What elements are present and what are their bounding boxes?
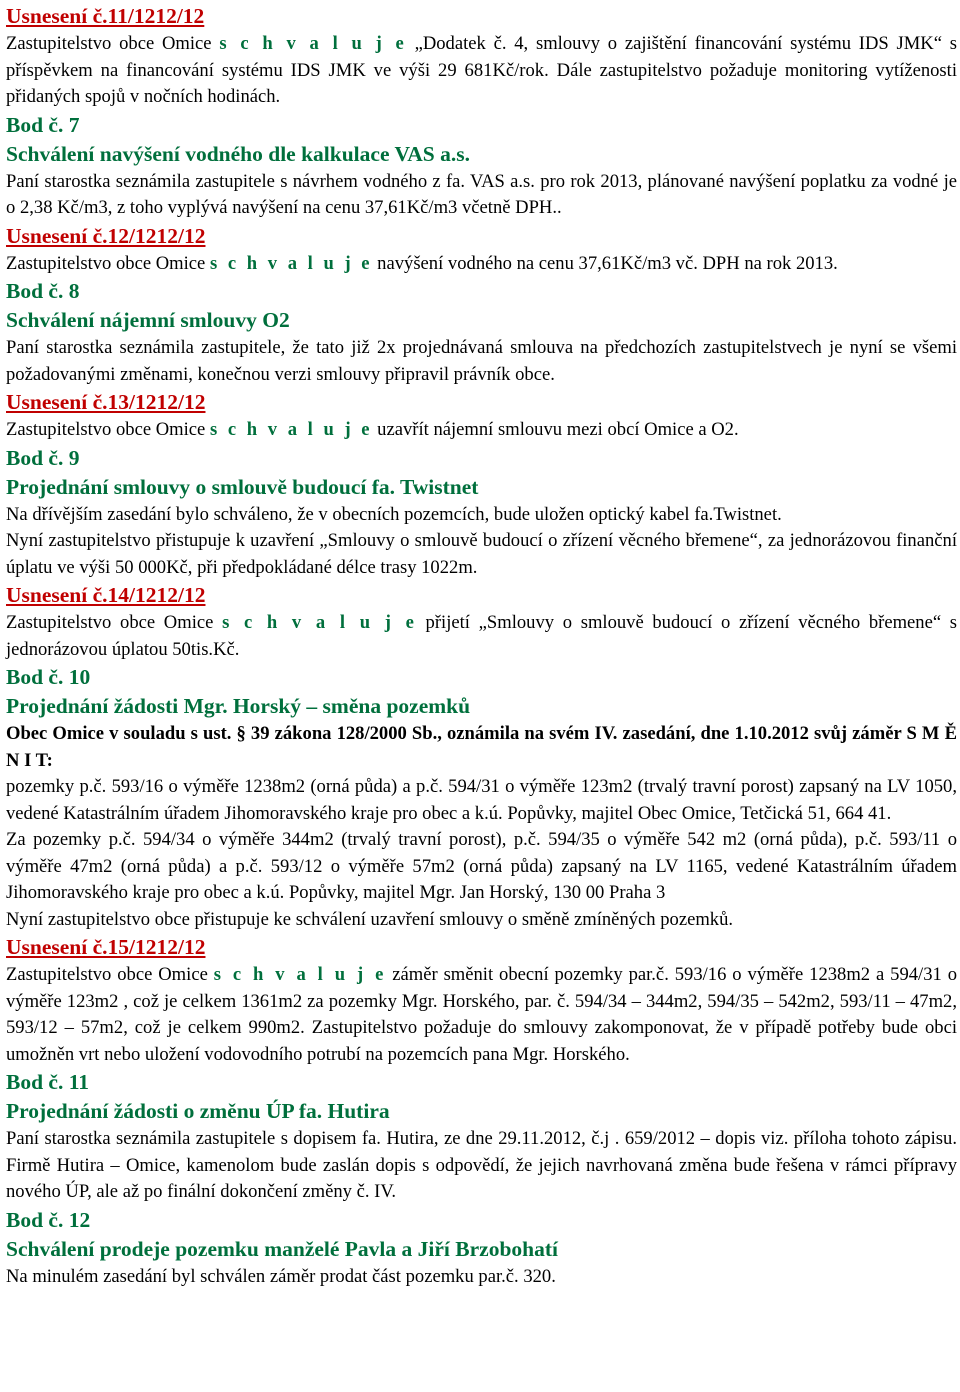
resolution-verb: s c h v a l u j e bbox=[222, 612, 417, 633]
item-heading: Projednání žádosti Mgr. Horský – směna pozemků bbox=[6, 694, 471, 718]
item-heading: Projednání smlouvy o smlouvě budoucí fa. Twistnet bbox=[6, 474, 479, 499]
item-number: Bod č. 11 bbox=[6, 1070, 90, 1094]
resolution-text bbox=[6, 610, 957, 663]
item-text: Nyní zastupitelstvo obce přistupuje ke schválení uzavření smlouvy o směně zmíněných pozemků. bbox=[6, 908, 734, 930]
item-number: Bod č. 9 bbox=[6, 445, 80, 470]
item-bold-intro: Obec Omice v souladu s ust. § 39 zákona 128/2000 Sb., oznámila na svém IV. zasedání, dne 1.10.2012 svůj záměr S M Ě N I T: bbox=[6, 723, 957, 771]
resolution-body: záměr směnit obecní pozemky par.č. 593/16 o výměře 1238m2 a 594/31 o výměře 123m2 , což je celkem 1361m2 za pozemky Mgr. Horského, par. č. 594/34 – 344m2, 594/35 – 542m2, 593/11 – 47m2, 593/12 – 57m2, což je celkem 990m2. Zastupitelstvo požaduje do smlouvy zakomponovat, že v případě potřeby bude obci umožněn vrt nebo uložení vodovodního potrubí na pozemcích pana Mgr. Horského. bbox=[6, 964, 958, 1065]
resolution-title: Usnesení č.13/1212/12 bbox=[6, 390, 206, 414]
item-heading: Schválení nájemní smlouvy O2 bbox=[6, 308, 290, 332]
item-text: Paní starostka seznámila zastupitele s návrhem vodného z fa. VAS a.s. pro rok 2013, plánované navýšení poplatku za vodné je o 2,38 Kč/m3, z toho vyplývá navýšení na cenu 37,61Kč/m3 včetně DPH.. bbox=[6, 170, 957, 218]
resolution-body: navýšení vodného na cenu 37,61Kč/m3 vč. DPH na rok 2013. bbox=[372, 252, 838, 274]
resolution-text bbox=[6, 31, 957, 111]
resolution-lead: Zastupitelstvo obce Omice bbox=[6, 33, 220, 54]
resolution-lead: Zastupitelstvo obce Omice bbox=[6, 252, 210, 274]
resolution-body: přijetí „Smlouvy o smlouvě budoucí o zřízení věcného břemene“ s jednorázovou úplatou 50tis.Kč. bbox=[6, 612, 958, 660]
item-number: Bod č. 8 bbox=[6, 279, 80, 303]
resolution-body: uzavřít nájemní smlouvu mezi obcí Omice a O2. bbox=[372, 419, 739, 440]
resolution-lead: Zastupitelstvo obce Omice bbox=[6, 419, 210, 440]
item-text: Paní starostka seznámila zastupitele, že tato již 2x projednávaná smlouva na předchozích zastupitelstvech je nyní se všemi požadovanými změnami, konečnou verzi smlouvy připravil právník obce. bbox=[6, 337, 957, 385]
item-number: Bod č. 12 bbox=[6, 1207, 91, 1232]
resolution-body: „Dodatek č. 4, smlouvy o zajištění financování systému IDS JMK“ s příspěvkem na financování systému IDS JMK ve výši 29 681Kč/rok. Dále zastupitelstvo požaduje monitoring vytíženosti přidaných spojů v nočních hodinách. bbox=[6, 33, 957, 107]
resolution-title: Usnesení č.12/1212/12 bbox=[6, 223, 206, 248]
resolution-verb: s c h v a l u j e bbox=[209, 419, 373, 440]
resolution-lead: Zastupitelstvo obce Omice bbox=[6, 964, 214, 985]
item-text: pozemky p.č. 593/16 o výměře 1238m2 (orná půda) a p.č. 594/31 o výměře 123m2 (trvalý travní porost) zapsaný na LV 1050, vedené Katastrálním úřadem Jihomoravského kraje pro obec a k.ú. Popůvky, majitel Obec Omice, Tetčická 51, 664 41. bbox=[6, 776, 957, 824]
resolution-title: Usnesení č.14/1212/12 bbox=[6, 583, 206, 607]
item-heading: Projednání žádosti o změnu ÚP fa. Hutira bbox=[6, 1099, 390, 1123]
resolution-verb: s c h v a l u j e bbox=[209, 252, 373, 274]
item-number: Bod č. 7 bbox=[6, 112, 80, 137]
item-text: Za pozemky p.č. 594/34 o výměře 344m2 (trvalý travní porost), p.č. 594/35 o výměře 542 m2 (orná půda), p.č. 593/11 o výměře 47m2 (orná půda) a p.č. 593/12 o výměře 57m2 (orná půda) zapsaný na LV 1165, vedené Katastrálním úřadem Jihomoravského kraje pro obec a k.ú. Popůvky, majitel Mgr. Jan Horský, 130 00 Praha 3 bbox=[6, 829, 957, 903]
item-heading: Schválení navýšení vodného dle kalkulace VAS a.s. bbox=[6, 141, 470, 166]
resolution-title: Usnesení č.15/1212/12 bbox=[6, 935, 206, 959]
resolution-verb: s c h v a l u j e bbox=[219, 33, 407, 54]
item-text: Na dřívějším zasedání bylo schváleno, že v obecních pozemcích, bude uložen optický kabel fa.Twistnet. bbox=[6, 503, 782, 525]
item-number: Bod č. 10 bbox=[6, 665, 91, 689]
resolution-text bbox=[6, 251, 957, 278]
item-text: Na minulém zasedání byl schválen záměr prodat část pozemku par.č. 320. bbox=[6, 1265, 556, 1287]
item-text: Nyní zastupitelstvo přistupuje k uzavření „Smlouvy o smlouvě budoucí o zřízení věcného břemene“, za jednorázovou finanční úplatu ve výši 50 000Kč, při předpokládané délce trasy 1022m. bbox=[6, 530, 957, 578]
resolution-verb: s c h v a l u j e bbox=[213, 964, 387, 985]
resolution-title: Usnesení č.11/1212/12 bbox=[6, 4, 205, 28]
item-text: Paní starostka seznámila zastupitele s dopisem fa. Hutira, ze dne 29.11.2012, č.j . 659/2012 – dopis viz. příloha tohoto zápisu. Firmě Hutira – Omice, kamenolom bude zaslán dopis s odpovědí, že jejich navrhovaná změna bude řešena v rámci přípravy nového ÚP, ale až po finální dokončení změny č. IV. bbox=[6, 1128, 957, 1202]
item-heading: Schválení prodeje pozemku manželé Pavla a Jiří Brzobohatí bbox=[6, 1236, 558, 1261]
resolution-text bbox=[6, 962, 957, 1068]
resolution-text bbox=[6, 417, 957, 444]
resolution-lead: Zastupitelstvo obce Omice bbox=[6, 612, 223, 633]
